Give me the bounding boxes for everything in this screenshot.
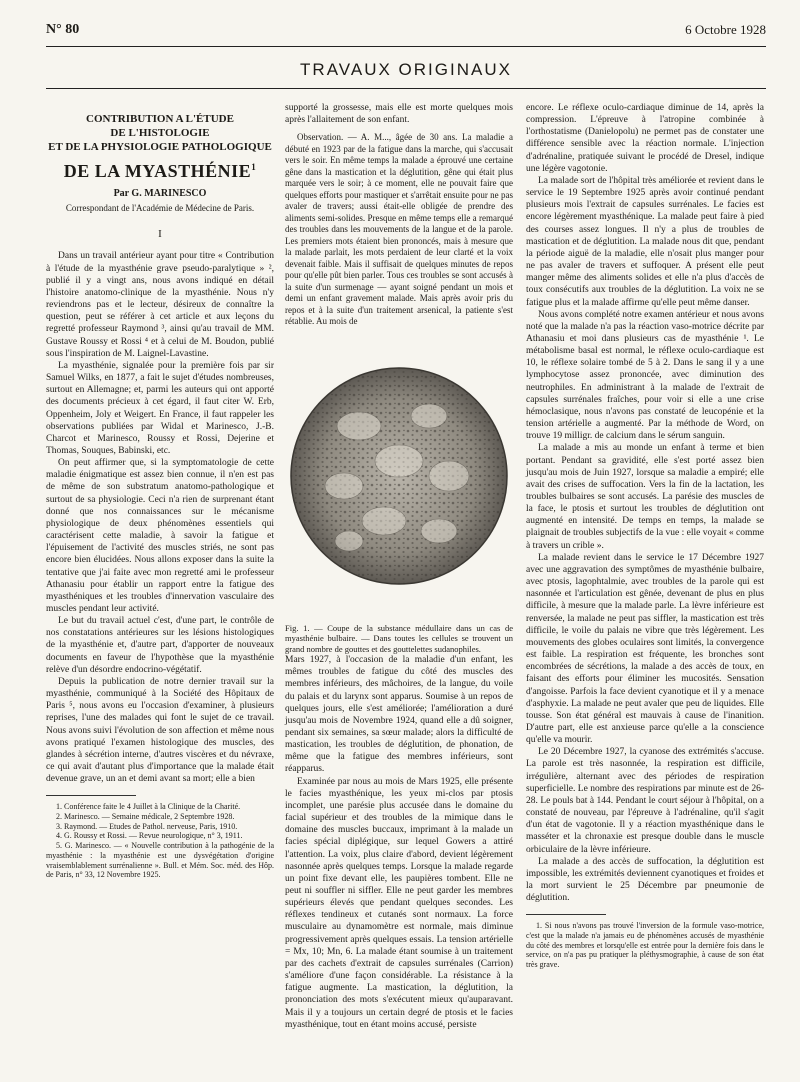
column-2 [285,102,513,1031]
paragraph: encore. Le réflexe oculo-cardiaque diminue de 14, après la compression. L'épreuve à l'atropine combinée à l'orthostatisme (Danielopolu) ne permet pas de constater une différence sensible avec la réaction normale. L'injection d'adrénaline, pratiquée suivant le procédé de Dresel, indique une légère vagotonie. [526,103,764,174]
paragraph: Le 20 Décembre 1927, la cyanose des extrémités s'accuse. La parole est très nasonnée, la respiration est difficile, irrégulière, alternant avec des périodes de respiration superficielle. Le nombre des respirations par minute est de 26-28. Le pouls bat à 144. Pendant le court séjour à l'hôpital, on a constaté de nouveau, par l'épreuve à l'adrénaline, qu'il s'agit d'un état de vagotonie. Il y a réaction myasthénique dans le masséter et la chronaxie est presque double dans le muscle orbiculaire de la lèvre inférieure. [526,747,764,855]
paragraph: La myasthénie, signalée pour la première fois par sir Samuel Wilks, en 1877, a fait le sujet d'études nombreuses, surtout en Allemagne; et, parmi les auteurs qui ont apporté des documents précieux à cet égard, il faut citer W. Erb, Oppenheim, Joly et Weigert. En France, il faut rappeler les observations publiées par Widal et Marinesco, J.-B. Charcot et Marinesco, Roussy et Rossi, Dejerine et Thomas, Souques, Babinski, etc. [46,360,274,456]
figure-caption: Fig. 1. — Coupe de la substance médullaire dans un cas de myasthénie bulbaire. — Dans toutes les cellules se trouvent un grand nombre de gouttes et des gouttelettes sudanophiles. [285,622,513,654]
article-title [46,112,274,182]
observation-paragraph: Observation. — A. M..., âgée de 30 ans. La maladie a débuté en 1923 par de la fatigue dans la marche, qui s'accusait vers le soir. En même temps la malade a éprouvé une certaine gêne dans la mastication et la déglutition, gêne qui était plus marquée vers le soir; à ce moment, elle ne pouvait faire que quelques efforts pour mastiquer et s'arrêtait ensuite pour ne pas avaler de travers; aussi était-elle obligée de prendre des aliments semi-solides. Presque en même temps elle a remarqué des troubles dans les mouvements de la langue et de la parole. Les premiers mots étaient bien prononcés, mais à mesure que la malade parlait, les mots perdaient de leur clarté et la voix devenait faible. Mais il suffisait de quelques minutes de repos pour qu'elle pût bien parler. Tous ces troubles se sont accusés à la suite d'un surmenage — ayant soigné pendant un mois et demi un enfant gravement malade. Mais après avoir pris du repos et à la suite d'un traitement arsenical, la patiente s'est rétablie. Au mois de [285,132,513,327]
section-numeral: I [158,228,162,241]
paragraph: On peut affirmer que, si la symptomatologie de cette maladie énigmatique est assez bien connue, il n'en est pas de même de son substratum anatomo-pathologique et surtout de sa physiologie. Ceci n'a rien de surprenant étant donné que nos connaissances sur le mécanisme physiologique de deux phénomènes essentiels qui caractérisent cette maladie, à savoir la fatigue et l'épuisement de l'activité des muscles striés, ne sont pas encore bien élucidées. Nous allons exposer dans la suite la tentative que j'ai faite avec mon regretté ami le professeur Athanasiu pour établir un rapport entre la fatigue des myasthéniques et les troubles d'innervation vasculaire des muscles pendant leur activité. [46,458,274,614]
header-rule [46,46,766,47]
section-title: TRAVAUX ORIGINAUX [300,60,512,79]
title-line: CONTRIBUTION A L'ÉTUDE [86,113,234,125]
footnote-rule [46,795,136,796]
column-1 [46,102,274,880]
page-header [46,22,766,42]
paragraph: Examinée par nous au mois de Mars 1925, elle présente le facies myasthénique, les yeux mi-clos par ptosis incomplet, une parésie plus accusée dans le domaine du facial supérieur et des troubles de la mimique dans le domaine des muscles buccaux, imprimant à la malade un facies spécial diplégique, sur lequel Gowers a attiré l'attention. La voix, plus claire d'abord, devient légèrement nasonnée après quelques temps. Lorsque la malade regarde un point fixe devant elle, les paupières tombent. Elle ne peut ni souffler ni siffler. Elle ne peut garder les membres supérieurs élevés que pendant quelques secondes. Les réflexes tendineux et cutanés sont normaux. La force musculaire au dynamomètre est normale, mais diminue progressivement après quelques essais. La tension artérielle = Mx, 10; Mn, 6. La malade étant soumise à un traitement par des cachets d'extrait de capsules surrénales (Carrion) s'améliore d'une façon considérable. La résistance à la fatigue augmente. La mastication, la déglutition, la prononciation des mots s'exécutent mieux qu'auparavant. Mais il y a toujours un certain degré de ptosis et le facies myasthénique, tout en étant moins accusé, persiste [285,776,513,1030]
paragraph: Dans un travail antérieur ayant pour titre « Contribution à l'étude de la myasthénie grave pseudo-paralytique » ², publié il y a vingt ans, nous avons indiqué en détail l'histoire anatomo-clinique de la myasthénie. Nous n'y reviendrons pas et le lecteur, désireux de connaître la question, peut se référer à cet article et aux leçons du regretté professeur Raymond ³, ainsi qu'au travail de MM. Gustave Roussy et Rossi ⁴ et à celui de M. Boudon, publié sous l'inspiration de M. Laignel-Lavastine. [46,251,274,359]
footnote-rule [526,914,606,915]
footnotes [46,802,274,880]
footnote: 2. Marinesco. — Semaine médicale, 2 Septembre 1928. [56,812,235,822]
issue-date: 6 Octobre 1928 [685,22,766,37]
paragraph: Le but du travail actuel c'est, d'une part, le contrôle de nos constatations antérieures sur les lésions histologiques de la myasthénie et, d'autre part, d'apporter de nouveaux documents en faveur de l'hypothèse que la myasthénie relève d'un désordre endocrino-végétatif. [46,616,274,675]
title-main: DE LA MYASTHÉNIE$^1$ [63,161,257,181]
micrograph-image [289,366,509,586]
author: Par G. MARINESCO [113,188,207,199]
affiliation: Correspondant de l'Académie de Médecine de Paris. [65,203,255,214]
paragraph: La malade revient dans le service le 17 Décembre 1927 avec une aggravation des symptômes de myasthénie bulbaire, avec ptosis, lagophtalmie, avec troubles de la parole qui est nasonnée et l'articulation est gênée, devenant de plus en plus difficile, à mesure que la malade parle. La lèvre inférieure est renversée, la malade ne peut pas siffler, la mastication est très difficile, le voile du palais ne vibre que très légèrement. Les mouvements des globes oculaires sont limités, la convergence est faible. La respiration est fréquente, les bronches sont encombrées de sécrétions, la malade a des accès de toux, en faisant des efforts pour éliminer les mucosités. Sensation d'angoisse. Parfois la face devient cyanotique et il y a menace d'asphyxie. La malade ne peut avaler que peu de liquides. Elle tousse. Son état général est mauvais à cause de l'inanition. D'autre part, elle est anxieuse parce qu'elle a la conscience qu'elle va mourir. [526,552,764,746]
section-rule [46,88,766,89]
paragraph: La malade sort de l'hôpital très améliorée et revient dans le service le 19 Septembre 1925 après avoir continué pendant plusieurs mois l'extrait de capsules surrénales. Le facies est encore légèrement myasthénique. La malade peut faire à pied des courses assez longues. Il n'y a plus de troubles de mastication et de déglutition. La malade nous dit que, pendant la période aiguë de la maladie, elle n'osait plus manger pour ne pas avaler de travers et suffoquer. A présent elle peut manger même des aliments solides et elle n'a plus d'accès de toux consécutifs aux troubles de la déglutition. La voix ne se fatigue plus et la malade affirme qu'elle peut même danser. [526,175,764,308]
paragraph: Nous avons complété notre examen antérieur et nous avons noté que la malade n'a pas la réaction vaso-motrice décrite par Athanasiu et moi dans plusieurs cas de myasthénie ¹. Le métabolisme basal est normal, le réflexe oculo-cardiaque est 10, le réflexe solaire tombé de 5 à 2. Dans le sang il y a une lymphocytose assez prononcée, avec diminution des neutrophiles. En administrant à la malade de l'extrait de capsules surrénales fraîches, pour voir si elle a une crise hémoclasique, nous n'avons pas constaté de leucopénie et la tension artérielle a augmenté. Par la méthode de Word, on trouve 19 milligr. de calcium dans le sérum sanguin. [526,309,764,442]
issue-number: N° 80 [46,22,80,37]
paragraph: Mars 1927, à l'occasion de la maladie d'un enfant, les mêmes troubles de fatigue du côté des muscles des membres inférieurs, des mâchoires, de la langue, du voile du palais et du larynx sont apparus. Soumise à un repos de quelques jours, elle s'est améliorée; l'amélioration a duré jusqu'au mois de Novembre 1924, quand elle a dû soigner, pendant six semaines, sa sœur malade; alors la difficulté de mastication, les troubles de déglutition, de phonation, de même que la fatigue des membres inférieurs, sont réapparus. [285,655,513,775]
title-line: DE L'HISTOLOGIE [110,127,210,139]
footnote: 3. Raymond. — Etudes de Pathol. nerveuse, Paris, 1910. [56,821,238,831]
column-3 [526,102,764,970]
paragraph: La malade a mis au monde un enfant à terme et bien portant. Pendant sa gravidité, elle s'est porté assez bien jusqu'au mois de Juin 1927, lorsque sa maladie a empiré; elle avait des crises de suffocation. Vers la fin de la lactation, les troubles bulbaires se sont accusés. La parésie des muscles de la face, le ptosis et surtout les troubles de déglutition ont augmenté en intensité. De temps en temps, la malade se plaignait de troubles subjectifs de la vue : elle voyait « comme à travers un crible ». [526,443,764,551]
paragraph: Depuis la publication de notre dernier travail sur la myasthénie, communiqué à la Société des Hôpitaux de Paris ⁵, nous avons eu l'occasion d'examiner, à plusieurs reprises, l'une des malades qui font le sujet de ce travail. Nous avons suivi l'évolution de son affection et même nous avons pratiqué l'examen histologique des muscles, des glandes à sécrétion interne, d'autres viscères et du névraxe, ce qui avait d'autant plus d'importance que la malade était devenue grave, un an et demi avant sa mort; elle a bien [46,676,274,785]
paragraph: La malade a des accès de suffocation, la déglutition est impossible, les extrémités deviennent cyanotiques et froides et la mort survient le 25 Décembre par pneumonie de déglutition. [526,856,764,904]
footnote: 1. Si nous n'avons pas trouvé l'inversion de la formule vaso-motrice, c'est que la malade n'a jamais eu de phénomènes accusés de myasthénie du côté des membres et lorsqu'elle est entrée pour la dernière fois dans le service, on n'a pas pu pratiquer la pléthysmographie, à cause de son état très grave. [526,921,764,970]
footnote: 5. G. Marinesco. — « Nouvelle contribution à la pathogénie de la myasthénie : la myasthénie est une dysvégétation d'origine vraisemblablement surrénalienne ». Bull. et Mém. Soc. méd. des Hôp. de Paris, n° 33, 12 Novembre 1925. [46,841,274,880]
footnote: 1. Conférence faite le 4 Juillet à la Clinique de la Charité. [56,802,241,812]
title-footnote-mark: 1 [251,162,257,172]
footnote: 4. G. Roussy et Rossi. — Revue neurologique, n° 3, 1911. [56,831,243,841]
title-line: ET DE LA PHYSIOLOGIE PATHOLOGIQUE [48,141,272,153]
figure-micrograph [285,334,513,619]
footnotes [526,921,764,970]
paragraph: supporté la grossesse, mais elle est morte quelques mois après l'allaitement de son enfant. [285,103,513,126]
